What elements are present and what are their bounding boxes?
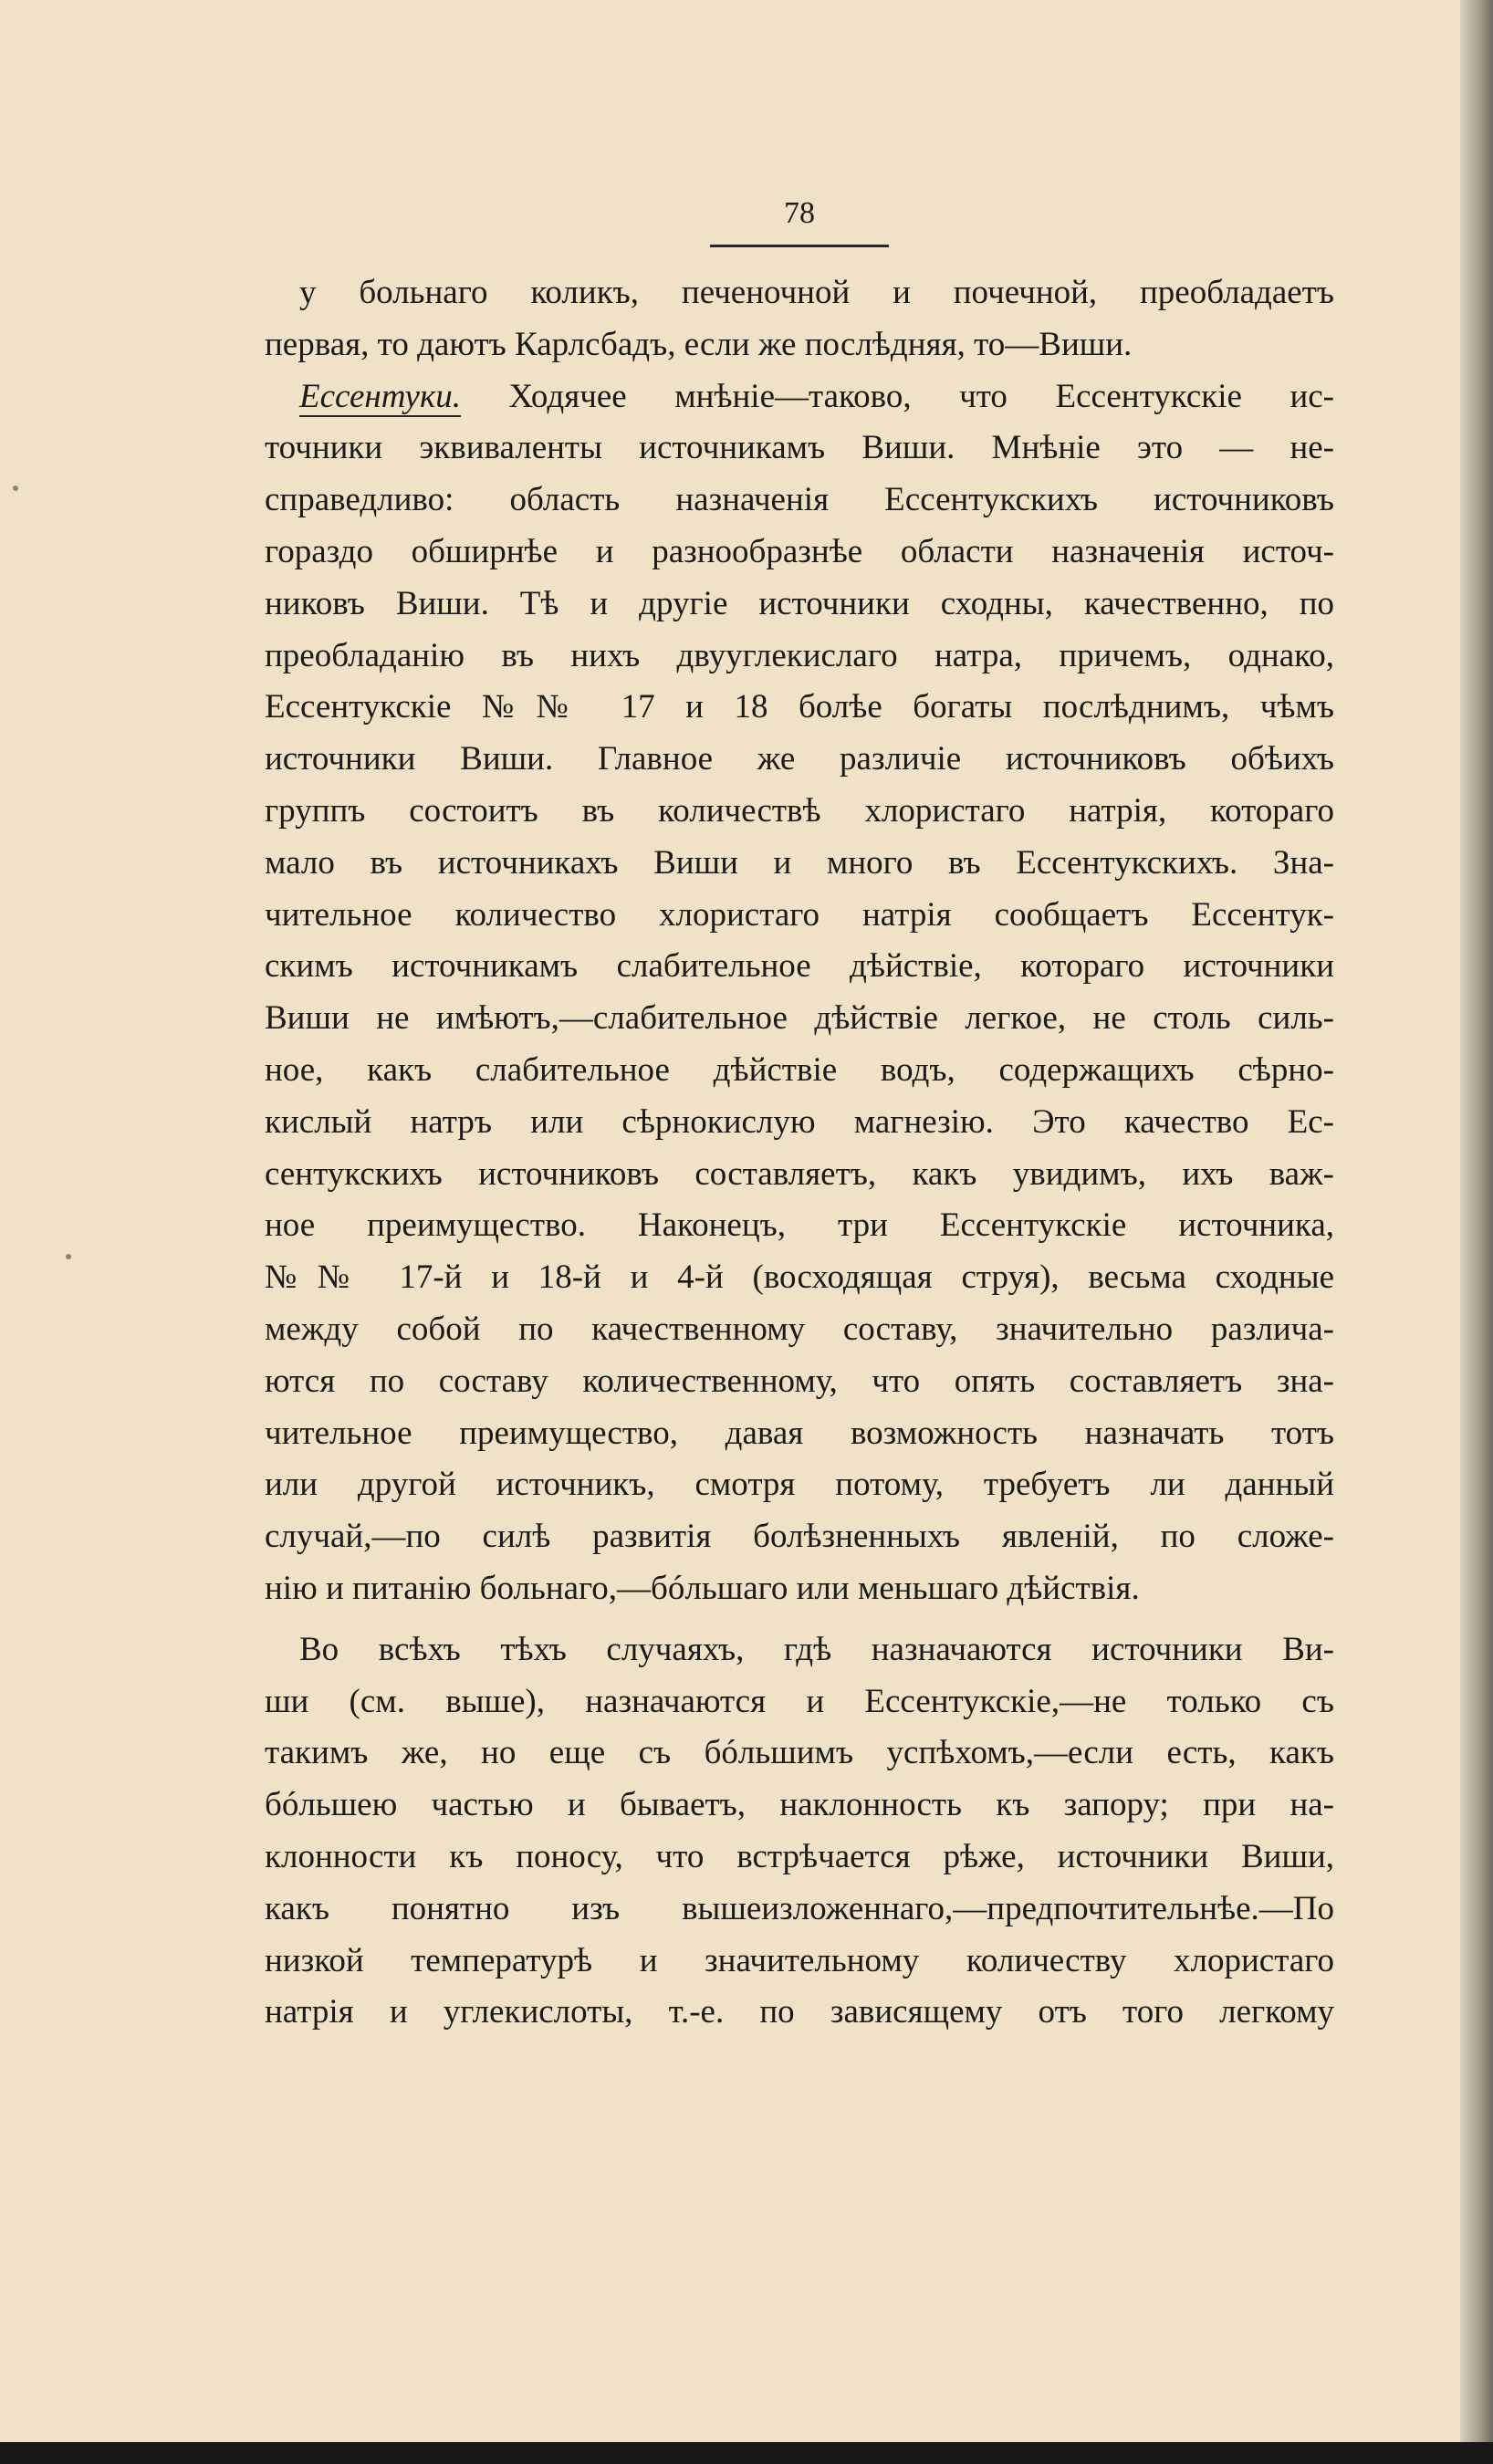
text-line: точники эквиваленты источникамъ Виши. Мнѣніе это — не- xyxy=(265,429,1334,467)
text-line: кислый натръ или сѣрнокислую магнезію. Это качество Ес- xyxy=(265,1102,1334,1141)
text-line: ное, какъ слабительное дѣйствіе водъ, содержащихъ сѣрно- xyxy=(265,1050,1334,1089)
text-line: Во всѣхъ тѣхъ случаяхъ, гдѣ назначаются источники Ви- xyxy=(299,1630,1334,1668)
text-line: чительное преимущество, давая возможность назначать тотъ xyxy=(265,1414,1334,1452)
text-line: гораздо обширнѣе и разнообразнѣе области назначенія источ- xyxy=(265,532,1334,570)
text-line: нію и питанію больнаго,—бóльшаго или меньшаго дѣйствія. xyxy=(265,1569,1140,1607)
text-line xyxy=(265,371,1334,423)
text-line: ши (см. выше), назначаются и Ессентукскіе,—не только съ xyxy=(265,1682,1334,1720)
paper-speck xyxy=(66,1254,71,1259)
text-line: ное преимущество. Наконецъ, три Ессентукскіе источника, xyxy=(265,1206,1334,1245)
text-line: низкой температурѣ и значительному количеству хлористаго xyxy=(265,1941,1334,1979)
text-line: такимъ же, но еще съ бóльшимъ успѣхомъ,—если есть, какъ xyxy=(265,1734,1334,1772)
page-edge-shadow xyxy=(1460,0,1493,2464)
text-line: №№ 17-й и 18-й и 4-й (восходящая струя), весьма сходные xyxy=(265,1258,1334,1297)
text-line: натрія и углекислоты, т.-е. по зависящему отъ того легкому xyxy=(265,1993,1334,2031)
text-line: Виши не имѣютъ,—слабительное дѣйствіе легкое, не столь силь- xyxy=(265,999,1334,1038)
text-line: ются по составу количественному, что опять составляетъ зна- xyxy=(265,1362,1334,1400)
text-line-rest: Ходячее мнѣніе—таково, что Ессентукскіе ис- xyxy=(461,377,1334,415)
text-line: источники Виши. Главное же различіе источниковъ обѣихъ xyxy=(265,740,1334,778)
text-line: или другой источникъ, смотря потому, требуетъ ли данный xyxy=(265,1466,1334,1504)
paper-speck xyxy=(13,485,18,491)
text-line: чительное количество хлористаго натрія сообщаетъ Ессентук- xyxy=(265,895,1334,934)
text-line: Ессентукскіе №№ 17 и 18 болѣе богаты послѣднимъ, чѣмъ xyxy=(265,688,1334,726)
text-line: случай,—по силѣ развитія болѣзненныхъ явленій, по сложе- xyxy=(265,1518,1334,1556)
text-line: сентукскихъ источниковъ составляетъ, какъ увидимъ, ихъ важ- xyxy=(265,1154,1334,1193)
section-heading: Ессентуки. xyxy=(299,377,462,415)
body-text xyxy=(265,267,1334,2039)
text-line: скимъ источникамъ слабительное дѣйствіе, котораго источники xyxy=(265,947,1334,986)
text-line: первая, то даютъ Карлсбадъ, если же послѣдняя, то—Виши. xyxy=(265,325,1133,363)
text-line: преобладанію въ нихъ двууглекислаго натра, причемъ, однако, xyxy=(265,636,1334,674)
text-line: справедливо: область назначенія Ессентукскихъ источниковъ xyxy=(265,481,1334,519)
scan-bottom-border xyxy=(0,2442,1493,2464)
text-line: у больнаго коликъ, печеночной и почечной, преобладаетъ xyxy=(299,274,1334,311)
text-line: какъ понятно изъ вышеизложеннаго,—предпочтительнѣе.—По xyxy=(265,1889,1334,1927)
text-line: мало въ источникахъ Виши и много въ Ессентукскихъ. Зна- xyxy=(265,843,1334,882)
text-line: бóльшею частью и бываетъ, наклонность къ запору; при на- xyxy=(265,1786,1334,1824)
text-line: группъ состоитъ въ количествѣ хлористаго натрія, котораго xyxy=(265,791,1334,830)
page-number: 78 xyxy=(710,195,889,247)
text-line: никовъ Виши. Тѣ и другіе источники сходны, качественно, по xyxy=(265,584,1334,622)
text-line: между собой по качественному составу, значительно различа- xyxy=(265,1310,1334,1348)
text-line: клонности къ поносу, что встрѣчается рѣже, источники Виши, xyxy=(265,1837,1334,1875)
